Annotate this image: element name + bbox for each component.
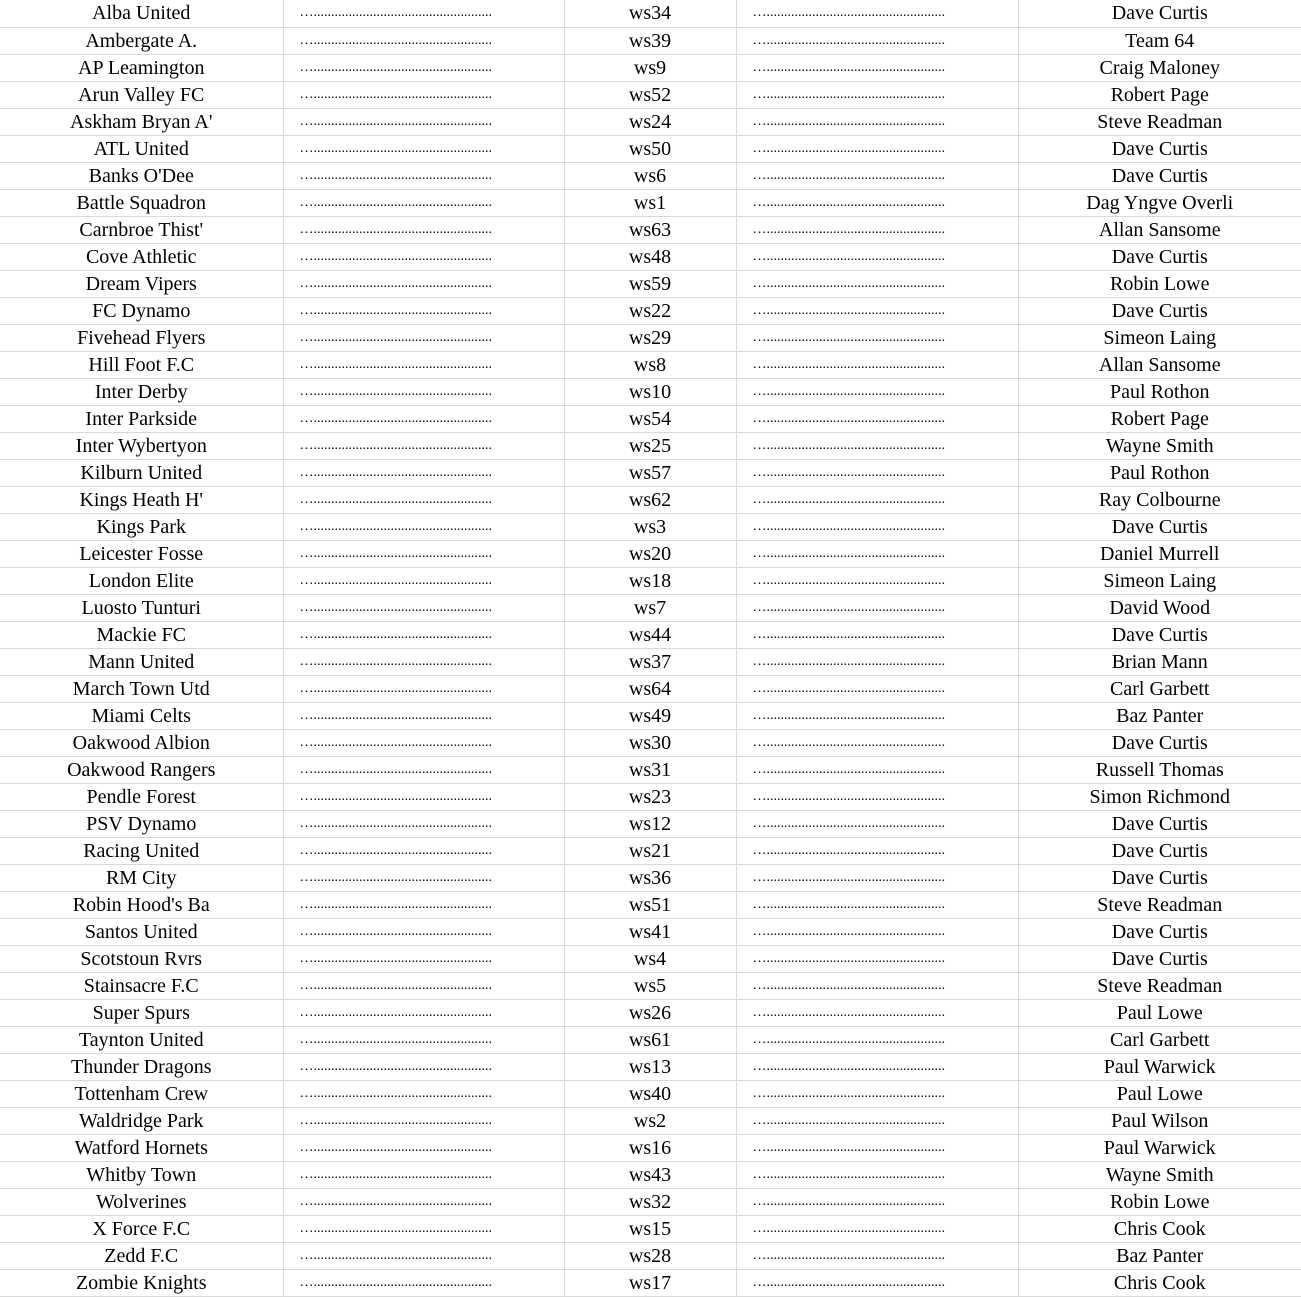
dot-leader-cell[interactable]: …................................................... bbox=[736, 27, 1018, 54]
manager-name-cell[interactable]: Dave Curtis bbox=[1018, 810, 1301, 837]
dot-leader-cell[interactable]: …................................................... bbox=[283, 108, 564, 135]
team-name-cell[interactable]: Stainsacre F.C bbox=[0, 972, 283, 999]
dot-leader-cell[interactable]: …................................................... bbox=[736, 648, 1018, 675]
table-row bbox=[0, 324, 1301, 351]
table-row bbox=[0, 108, 1301, 135]
dot-leader-cell[interactable]: …................................................... bbox=[283, 1188, 564, 1215]
table-row bbox=[0, 1080, 1301, 1107]
dot-leader-cell[interactable]: …................................................... bbox=[736, 135, 1018, 162]
dot-leader-cell[interactable]: …................................................... bbox=[736, 297, 1018, 324]
table-row bbox=[0, 135, 1301, 162]
team-code-cell[interactable]: ws41 bbox=[564, 918, 736, 945]
team-name-cell[interactable]: Thunder Dragons bbox=[0, 1053, 283, 1080]
team-code-cell[interactable]: ws20 bbox=[564, 540, 736, 567]
team-name-cell[interactable]: Askham Bryan A' bbox=[0, 108, 283, 135]
manager-name-cell[interactable]: Dave Curtis bbox=[1018, 864, 1301, 891]
team-code-cell[interactable]: ws30 bbox=[564, 729, 736, 756]
team-code-cell[interactable]: ws2 bbox=[564, 1107, 736, 1134]
team-code-cell[interactable]: ws4 bbox=[564, 945, 736, 972]
team-name-cell[interactable]: Tottenham Crew bbox=[0, 1080, 283, 1107]
manager-name-cell[interactable]: Steve Readman bbox=[1018, 891, 1301, 918]
table-row bbox=[0, 378, 1301, 405]
table-row bbox=[0, 405, 1301, 432]
team-name-cell[interactable]: Racing United bbox=[0, 837, 283, 864]
team-code-cell[interactable]: ws1 bbox=[564, 189, 736, 216]
team-name-cell[interactable]: Pendle Forest bbox=[0, 783, 283, 810]
manager-name-cell[interactable]: David Wood bbox=[1018, 594, 1301, 621]
team-code-cell[interactable]: ws52 bbox=[564, 81, 736, 108]
dot-leader-cell[interactable]: …................................................... bbox=[283, 324, 564, 351]
dot-leader-cell[interactable]: …................................................... bbox=[283, 1215, 564, 1242]
manager-name-cell[interactable]: Wayne Smith bbox=[1018, 432, 1301, 459]
manager-name-cell[interactable]: Simon Richmond bbox=[1018, 783, 1301, 810]
manager-name-cell[interactable]: Dave Curtis bbox=[1018, 0, 1301, 27]
team-name-cell[interactable]: Watford Hornets bbox=[0, 1134, 283, 1161]
team-code-cell[interactable]: ws24 bbox=[564, 108, 736, 135]
team-name-cell[interactable]: Inter Wybertyon bbox=[0, 432, 283, 459]
manager-name-cell[interactable]: Steve Readman bbox=[1018, 108, 1301, 135]
table-row bbox=[0, 972, 1301, 999]
team-code-cell[interactable]: ws44 bbox=[564, 621, 736, 648]
team-name-cell[interactable]: Kilburn United bbox=[0, 459, 283, 486]
manager-name-cell[interactable]: Dave Curtis bbox=[1018, 621, 1301, 648]
dot-leader-cell[interactable]: …................................................... bbox=[283, 27, 564, 54]
table-row bbox=[0, 891, 1301, 918]
dot-leader-cell[interactable]: …................................................... bbox=[283, 918, 564, 945]
dot-leader-cell[interactable]: …................................................... bbox=[736, 1080, 1018, 1107]
manager-name-cell[interactable]: Dave Curtis bbox=[1018, 918, 1301, 945]
dot-leader-cell[interactable]: …................................................... bbox=[283, 648, 564, 675]
dot-leader-cell[interactable]: …................................................... bbox=[283, 189, 564, 216]
team-name-cell[interactable]: Kings Heath H' bbox=[0, 486, 283, 513]
dot-leader-cell[interactable]: …................................................... bbox=[283, 405, 564, 432]
table-row bbox=[0, 1107, 1301, 1134]
manager-name-cell[interactable]: Dave Curtis bbox=[1018, 243, 1301, 270]
table-row bbox=[0, 243, 1301, 270]
team-code-cell[interactable]: ws29 bbox=[564, 324, 736, 351]
table-row bbox=[0, 729, 1301, 756]
manager-name-cell[interactable]: Paul Wilson bbox=[1018, 1107, 1301, 1134]
manager-name-cell[interactable]: Baz Panter bbox=[1018, 1242, 1301, 1269]
manager-name-cell[interactable]: Robin Lowe bbox=[1018, 1188, 1301, 1215]
team-name-cell[interactable]: Alba United bbox=[0, 0, 283, 27]
manager-name-cell[interactable]: Dave Curtis bbox=[1018, 945, 1301, 972]
dot-leader-cell[interactable]: …................................................... bbox=[283, 351, 564, 378]
table-row bbox=[0, 189, 1301, 216]
team-name-cell[interactable]: Whitby Town bbox=[0, 1161, 283, 1188]
dot-leader-cell[interactable]: …................................................... bbox=[283, 810, 564, 837]
dot-leader-cell[interactable]: …................................................... bbox=[736, 162, 1018, 189]
table-row bbox=[0, 756, 1301, 783]
table-row bbox=[0, 567, 1301, 594]
manager-name-cell[interactable]: Robin Lowe bbox=[1018, 270, 1301, 297]
team-name-cell[interactable]: Ambergate A. bbox=[0, 27, 283, 54]
table-row bbox=[0, 837, 1301, 864]
manager-name-cell[interactable]: Dave Curtis bbox=[1018, 837, 1301, 864]
dot-leader-cell[interactable]: …................................................... bbox=[283, 891, 564, 918]
dot-leader-cell[interactable]: …................................................... bbox=[736, 1107, 1018, 1134]
manager-name-cell[interactable]: Paul Lowe bbox=[1018, 1080, 1301, 1107]
dot-leader-cell[interactable]: …................................................... bbox=[283, 729, 564, 756]
dot-leader-cell[interactable]: …................................................... bbox=[283, 1269, 564, 1296]
team-name-cell[interactable]: Robin Hood's Ba bbox=[0, 891, 283, 918]
team-code-cell[interactable]: ws21 bbox=[564, 837, 736, 864]
dot-leader-cell[interactable]: …................................................... bbox=[736, 486, 1018, 513]
manager-name-cell[interactable]: Paul Warwick bbox=[1018, 1134, 1301, 1161]
dot-leader-cell[interactable]: …................................................... bbox=[283, 216, 564, 243]
manager-name-cell[interactable]: Simeon Laing bbox=[1018, 324, 1301, 351]
dot-leader-cell[interactable]: …................................................... bbox=[283, 0, 564, 27]
dot-leader-cell[interactable]: …................................................... bbox=[736, 459, 1018, 486]
team-code-cell[interactable]: ws8 bbox=[564, 351, 736, 378]
manager-name-cell[interactable]: Dave Curtis bbox=[1018, 513, 1301, 540]
team-code-cell[interactable]: ws12 bbox=[564, 810, 736, 837]
table-row bbox=[0, 648, 1301, 675]
team-code-cell[interactable]: ws59 bbox=[564, 270, 736, 297]
dot-leader-cell[interactable]: …................................................... bbox=[736, 864, 1018, 891]
manager-name-cell[interactable]: Dave Curtis bbox=[1018, 729, 1301, 756]
team-name-cell[interactable]: Super Spurs bbox=[0, 999, 283, 1026]
table-row bbox=[0, 1188, 1301, 1215]
team-code-cell[interactable]: ws37 bbox=[564, 648, 736, 675]
dot-leader-cell[interactable]: …................................................... bbox=[283, 162, 564, 189]
dot-leader-cell[interactable]: …................................................... bbox=[736, 0, 1018, 27]
dot-leader-cell[interactable]: …................................................... bbox=[283, 675, 564, 702]
dot-leader-cell[interactable]: …................................................... bbox=[283, 486, 564, 513]
dot-leader-cell[interactable]: …................................................... bbox=[283, 1242, 564, 1269]
team-code-cell[interactable]: ws40 bbox=[564, 1080, 736, 1107]
dot-leader-cell[interactable]: …................................................... bbox=[283, 972, 564, 999]
team-name-cell[interactable]: Leicester Fosse bbox=[0, 540, 283, 567]
manager-name-cell[interactable]: Dave Curtis bbox=[1018, 135, 1301, 162]
dot-leader-cell[interactable]: …................................................... bbox=[736, 1026, 1018, 1053]
manager-name-cell[interactable]: Paul Lowe bbox=[1018, 999, 1301, 1026]
dot-leader-cell[interactable]: …................................................... bbox=[736, 594, 1018, 621]
team-name-cell[interactable]: Mann United bbox=[0, 648, 283, 675]
team-name-cell[interactable]: FC Dynamo bbox=[0, 297, 283, 324]
team-code-cell[interactable]: ws62 bbox=[564, 486, 736, 513]
manager-name-cell[interactable]: Carl Garbett bbox=[1018, 675, 1301, 702]
table-row bbox=[0, 621, 1301, 648]
team-name-cell[interactable]: RM City bbox=[0, 864, 283, 891]
team-code-cell[interactable]: ws63 bbox=[564, 216, 736, 243]
dot-leader-cell[interactable]: …................................................... bbox=[736, 1269, 1018, 1296]
dot-leader-cell[interactable]: …................................................... bbox=[283, 432, 564, 459]
dot-leader-cell[interactable]: …................................................... bbox=[283, 945, 564, 972]
manager-name-cell[interactable]: Paul Rothon bbox=[1018, 378, 1301, 405]
team-name-cell[interactable]: Miami Celts bbox=[0, 702, 283, 729]
team-code-cell[interactable]: ws7 bbox=[564, 594, 736, 621]
dot-leader-cell[interactable]: …................................................... bbox=[736, 81, 1018, 108]
dot-leader-cell[interactable]: …................................................... bbox=[736, 999, 1018, 1026]
team-code-cell[interactable]: ws48 bbox=[564, 243, 736, 270]
table-row bbox=[0, 81, 1301, 108]
dot-leader-cell[interactable]: …................................................... bbox=[283, 702, 564, 729]
table-row bbox=[0, 945, 1301, 972]
table-row bbox=[0, 999, 1301, 1026]
dot-leader-cell[interactable]: …................................................... bbox=[736, 621, 1018, 648]
table-row bbox=[0, 783, 1301, 810]
team-name-cell[interactable]: Wolverines bbox=[0, 1188, 283, 1215]
table-row bbox=[0, 1134, 1301, 1161]
team-code-cell[interactable]: ws23 bbox=[564, 783, 736, 810]
manager-name-cell[interactable]: Allan Sansome bbox=[1018, 351, 1301, 378]
team-code-cell[interactable]: ws10 bbox=[564, 378, 736, 405]
team-name-cell[interactable]: Arun Valley FC bbox=[0, 81, 283, 108]
dot-leader-cell[interactable]: …................................................... bbox=[283, 1161, 564, 1188]
table-row bbox=[0, 351, 1301, 378]
dot-leader-cell[interactable]: …................................................... bbox=[283, 243, 564, 270]
dot-leader-cell[interactable]: …................................................... bbox=[736, 567, 1018, 594]
dot-leader-cell[interactable]: …................................................... bbox=[736, 1053, 1018, 1080]
team-name-cell[interactable]: Santos United bbox=[0, 918, 283, 945]
manager-name-cell[interactable]: Chris Cook bbox=[1018, 1215, 1301, 1242]
team-code-cell[interactable]: ws31 bbox=[564, 756, 736, 783]
team-code-cell[interactable]: ws28 bbox=[564, 1242, 736, 1269]
team-name-cell[interactable]: Taynton United bbox=[0, 1026, 283, 1053]
table-row bbox=[0, 459, 1301, 486]
manager-name-cell[interactable]: Brian Mann bbox=[1018, 648, 1301, 675]
team-name-cell[interactable]: Carnbroe Thist' bbox=[0, 216, 283, 243]
team-name-cell[interactable]: AP Leamington bbox=[0, 54, 283, 81]
team-code-cell[interactable]: ws26 bbox=[564, 999, 736, 1026]
dot-leader-cell[interactable]: …................................................... bbox=[283, 756, 564, 783]
team-code-cell[interactable]: ws15 bbox=[564, 1215, 736, 1242]
dot-leader-cell[interactable]: …................................................... bbox=[736, 270, 1018, 297]
dot-leader-cell[interactable]: …................................................... bbox=[283, 1026, 564, 1053]
table-row bbox=[0, 1215, 1301, 1242]
table-row bbox=[0, 675, 1301, 702]
dot-leader-cell[interactable]: …................................................... bbox=[736, 891, 1018, 918]
team-code-cell[interactable]: ws9 bbox=[564, 54, 736, 81]
team-code-cell[interactable]: ws5 bbox=[564, 972, 736, 999]
dot-leader-cell[interactable]: …................................................... bbox=[736, 351, 1018, 378]
team-name-cell[interactable]: Banks O'Dee bbox=[0, 162, 283, 189]
dot-leader-cell[interactable]: …................................................... bbox=[283, 621, 564, 648]
manager-name-cell[interactable]: Dave Curtis bbox=[1018, 297, 1301, 324]
dot-leader-cell[interactable]: …................................................... bbox=[283, 297, 564, 324]
team-code-cell[interactable]: ws64 bbox=[564, 675, 736, 702]
team-code-cell[interactable]: ws51 bbox=[564, 891, 736, 918]
team-code-cell[interactable]: ws25 bbox=[564, 432, 736, 459]
team-name-cell[interactable]: Oakwood Albion bbox=[0, 729, 283, 756]
team-name-cell[interactable]: Oakwood Rangers bbox=[0, 756, 283, 783]
team-code-cell[interactable]: ws17 bbox=[564, 1269, 736, 1296]
table-row bbox=[0, 1026, 1301, 1053]
team-code-cell[interactable]: ws3 bbox=[564, 513, 736, 540]
team-code-cell[interactable]: ws34 bbox=[564, 0, 736, 27]
dot-leader-cell[interactable]: …................................................... bbox=[283, 81, 564, 108]
table-row bbox=[0, 1053, 1301, 1080]
manager-name-cell[interactable]: Dave Curtis bbox=[1018, 162, 1301, 189]
dot-leader-cell[interactable]: …................................................... bbox=[736, 1188, 1018, 1215]
team-name-cell[interactable]: Scotstoun Rvrs bbox=[0, 945, 283, 972]
manager-name-cell[interactable]: Carl Garbett bbox=[1018, 1026, 1301, 1053]
dot-leader-cell[interactable]: …................................................... bbox=[736, 1161, 1018, 1188]
dot-leader-cell[interactable]: …................................................... bbox=[283, 837, 564, 864]
table-row bbox=[0, 702, 1301, 729]
dot-leader-cell[interactable]: …................................................... bbox=[283, 1053, 564, 1080]
dot-leader-cell[interactable]: …................................................... bbox=[736, 513, 1018, 540]
table-row bbox=[0, 810, 1301, 837]
table-row bbox=[0, 594, 1301, 621]
manager-name-cell[interactable]: Wayne Smith bbox=[1018, 1161, 1301, 1188]
dot-leader-cell[interactable]: …................................................... bbox=[283, 783, 564, 810]
dot-leader-cell[interactable]: …................................................... bbox=[736, 432, 1018, 459]
dot-leader-cell[interactable]: …................................................... bbox=[736, 405, 1018, 432]
dot-leader-cell[interactable]: …................................................... bbox=[736, 810, 1018, 837]
table-row bbox=[0, 27, 1301, 54]
dot-leader-cell[interactable]: …................................................... bbox=[283, 378, 564, 405]
manager-name-cell[interactable]: Chris Cook bbox=[1018, 1269, 1301, 1296]
manager-name-cell[interactable]: Russell Thomas bbox=[1018, 756, 1301, 783]
dot-leader-cell[interactable]: …................................................... bbox=[736, 243, 1018, 270]
dot-leader-cell[interactable]: …................................................... bbox=[736, 756, 1018, 783]
dot-leader-cell[interactable]: …................................................... bbox=[736, 837, 1018, 864]
dot-leader-cell[interactable]: …................................................... bbox=[736, 918, 1018, 945]
team-code-cell[interactable]: ws22 bbox=[564, 297, 736, 324]
team-code-cell[interactable]: ws36 bbox=[564, 864, 736, 891]
team-name-cell[interactable]: PSV Dynamo bbox=[0, 810, 283, 837]
team-code-cell[interactable]: ws43 bbox=[564, 1161, 736, 1188]
dot-leader-cell[interactable]: …................................................... bbox=[736, 189, 1018, 216]
table-row bbox=[0, 0, 1301, 27]
dot-leader-cell[interactable]: …................................................... bbox=[283, 540, 564, 567]
manager-name-cell[interactable]: Baz Panter bbox=[1018, 702, 1301, 729]
dot-leader-cell[interactable]: …................................................... bbox=[283, 1134, 564, 1161]
dot-leader-cell[interactable]: …................................................... bbox=[736, 324, 1018, 351]
dot-leader-cell[interactable]: …................................................... bbox=[283, 864, 564, 891]
team-code-cell[interactable]: ws16 bbox=[564, 1134, 736, 1161]
table-row bbox=[0, 540, 1301, 567]
dot-leader-cell[interactable]: …................................................... bbox=[736, 783, 1018, 810]
team-name-cell[interactable]: X Force F.C bbox=[0, 1215, 283, 1242]
team-name-cell[interactable]: Inter Derby bbox=[0, 378, 283, 405]
dot-leader-cell[interactable]: …................................................... bbox=[736, 378, 1018, 405]
team-name-cell[interactable]: Luosto Tunturi bbox=[0, 594, 283, 621]
table-row bbox=[0, 54, 1301, 81]
team-name-cell[interactable]: Battle Squadron bbox=[0, 189, 283, 216]
dot-leader-cell[interactable]: …................................................... bbox=[283, 135, 564, 162]
team-name-cell[interactable]: Inter Parkside bbox=[0, 405, 283, 432]
team-name-cell[interactable]: Zedd F.C bbox=[0, 1242, 283, 1269]
dot-leader-cell[interactable]: …................................................... bbox=[736, 702, 1018, 729]
team-name-cell[interactable]: Mackie FC bbox=[0, 621, 283, 648]
dot-leader-cell[interactable]: …................................................... bbox=[736, 972, 1018, 999]
team-name-cell[interactable]: March Town Utd bbox=[0, 675, 283, 702]
table-row bbox=[0, 1161, 1301, 1188]
dot-leader-cell[interactable]: …................................................... bbox=[736, 216, 1018, 243]
dot-leader-cell[interactable]: …................................................... bbox=[736, 1134, 1018, 1161]
team-name-cell[interactable]: Cove Athletic bbox=[0, 243, 283, 270]
table-row bbox=[0, 486, 1301, 513]
team-code-cell[interactable]: ws50 bbox=[564, 135, 736, 162]
table-row bbox=[0, 918, 1301, 945]
dot-leader-cell[interactable]: …................................................... bbox=[736, 540, 1018, 567]
team-name-cell[interactable]: Fivehead Flyers bbox=[0, 324, 283, 351]
manager-name-cell[interactable]: Paul Rothon bbox=[1018, 459, 1301, 486]
team-code-cell[interactable]: ws54 bbox=[564, 405, 736, 432]
team-name-cell[interactable]: Dream Vipers bbox=[0, 270, 283, 297]
team-name-cell[interactable]: Zombie Knights bbox=[0, 1269, 283, 1296]
dot-leader-cell[interactable]: …................................................... bbox=[283, 999, 564, 1026]
dot-leader-cell[interactable]: …................................................... bbox=[736, 108, 1018, 135]
team-name-cell[interactable]: Hill Foot F.C bbox=[0, 351, 283, 378]
table-row bbox=[0, 432, 1301, 459]
dot-leader-cell[interactable]: …................................................... bbox=[736, 729, 1018, 756]
team-name-cell[interactable]: Waldridge Park bbox=[0, 1107, 283, 1134]
team-name-cell[interactable]: Kings Park bbox=[0, 513, 283, 540]
manager-name-cell[interactable]: Team 64 bbox=[1018, 27, 1301, 54]
table-row bbox=[0, 1242, 1301, 1269]
dot-leader-cell[interactable]: …................................................... bbox=[283, 54, 564, 81]
dot-leader-cell[interactable]: …................................................... bbox=[736, 54, 1018, 81]
manager-name-cell[interactable]: Daniel Murrell bbox=[1018, 540, 1301, 567]
table-row bbox=[0, 513, 1301, 540]
team-name-cell[interactable]: London Elite bbox=[0, 567, 283, 594]
team-code-cell[interactable]: ws57 bbox=[564, 459, 736, 486]
dot-leader-cell[interactable]: …................................................... bbox=[283, 1080, 564, 1107]
table-row bbox=[0, 1269, 1301, 1296]
manager-name-cell[interactable]: Allan Sansome bbox=[1018, 216, 1301, 243]
table-row bbox=[0, 297, 1301, 324]
manager-name-cell[interactable]: Paul Warwick bbox=[1018, 1053, 1301, 1080]
dot-leader-cell[interactable]: …................................................... bbox=[283, 459, 564, 486]
team-code-cell[interactable]: ws61 bbox=[564, 1026, 736, 1053]
dot-leader-cell[interactable]: …................................................... bbox=[283, 594, 564, 621]
table-row bbox=[0, 270, 1301, 297]
manager-name-cell[interactable]: Dag Yngve Overli bbox=[1018, 189, 1301, 216]
table-row bbox=[0, 216, 1301, 243]
dot-leader-cell[interactable]: …................................................... bbox=[736, 1215, 1018, 1242]
dot-leader-cell[interactable]: …................................................... bbox=[283, 513, 564, 540]
team-code-cell[interactable]: ws13 bbox=[564, 1053, 736, 1080]
manager-name-cell[interactable]: Simeon Laing bbox=[1018, 567, 1301, 594]
dot-leader-cell[interactable]: …................................................... bbox=[283, 567, 564, 594]
team-code-cell[interactable]: ws39 bbox=[564, 27, 736, 54]
manager-name-cell[interactable]: Robert Page bbox=[1018, 81, 1301, 108]
dot-leader-cell[interactable]: …................................................... bbox=[736, 675, 1018, 702]
manager-name-cell[interactable]: Robert Page bbox=[1018, 405, 1301, 432]
team-code-cell[interactable]: ws49 bbox=[564, 702, 736, 729]
dot-leader-cell[interactable]: …................................................... bbox=[283, 1107, 564, 1134]
dot-leader-cell[interactable]: …................................................... bbox=[283, 270, 564, 297]
team-code-cell[interactable]: ws6 bbox=[564, 162, 736, 189]
dot-leader-cell[interactable]: …................................................... bbox=[736, 945, 1018, 972]
team-name-cell[interactable]: ATL United bbox=[0, 135, 283, 162]
manager-name-cell[interactable]: Steve Readman bbox=[1018, 972, 1301, 999]
table-row bbox=[0, 162, 1301, 189]
team-code-cell[interactable]: ws32 bbox=[564, 1188, 736, 1215]
dot-leader-cell[interactable]: …................................................... bbox=[736, 1242, 1018, 1269]
manager-name-cell[interactable]: Ray Colbourne bbox=[1018, 486, 1301, 513]
table-row bbox=[0, 864, 1301, 891]
team-code-cell[interactable]: ws18 bbox=[564, 567, 736, 594]
manager-name-cell[interactable]: Craig Maloney bbox=[1018, 54, 1301, 81]
